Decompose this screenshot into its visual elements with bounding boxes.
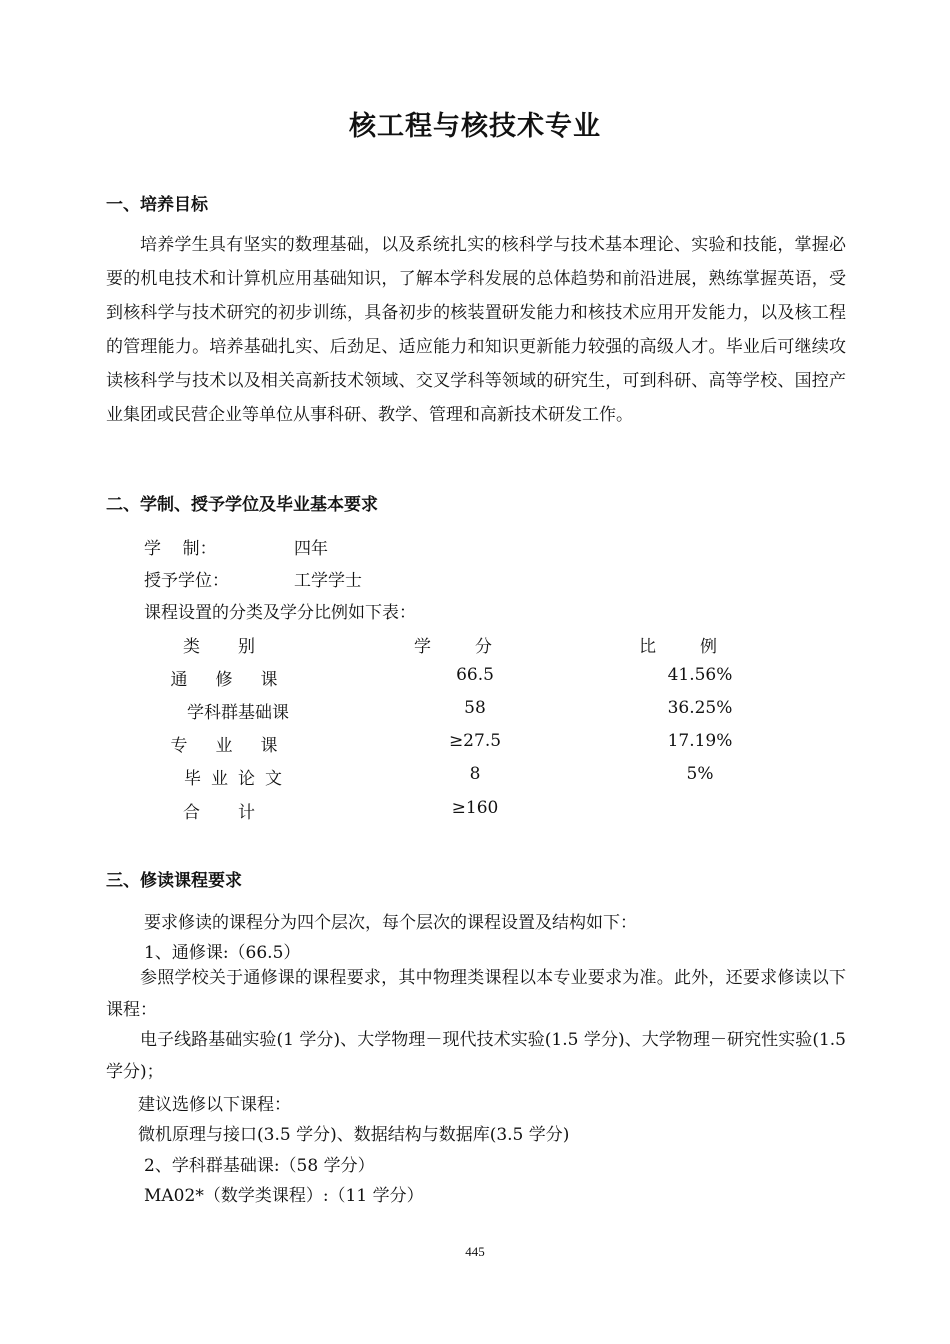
item2-line: MA02*（数学类课程）:（11 学分） xyxy=(144,1186,424,1206)
table-row-category: 毕业论文 xyxy=(184,769,292,789)
section1-heading: 一、培养目标 xyxy=(106,195,208,215)
table-row-category: 专业课 xyxy=(170,736,306,756)
section3-intro: 要求修读的课程分为四个层次，每个层次的课程设置及结构如下： xyxy=(144,913,637,933)
item1-suggest-courses: 微机原理与接口(3.5 学分)、数据结构与数据库(3.5 学分) xyxy=(138,1125,570,1145)
degree-value: 工学学士 xyxy=(294,571,362,591)
table-header-credits: 学分 xyxy=(414,637,536,657)
item1-paragraph: 参照学校关于通修课的课程要求，其中物理类课程以本专业要求为准。此外，还要求修读以下课程： xyxy=(106,968,846,1020)
item1-required-courses: 电子线路基础实验(1 学分)、大学物理－现代技术实验(1.5 学分)、大学物理－研究性实验(1.5 学分)； xyxy=(106,1030,846,1082)
table-row-ratio: 5% xyxy=(686,764,714,784)
section3-heading: 三、修读课程要求 xyxy=(106,871,242,891)
table-row-category: 通修课 xyxy=(170,670,306,690)
table-row-ratio: 17.19% xyxy=(667,731,733,751)
page-title: 核工程与核技术专业 xyxy=(349,111,601,142)
table-row-category: 学科群基础课 xyxy=(187,703,289,723)
table-header-ratio: 比例 xyxy=(639,637,761,657)
table-row-category: 合计 xyxy=(183,803,293,823)
item1-suggest-label: 建议选修以下课程： xyxy=(138,1095,291,1115)
table-row-credits: 66.5 xyxy=(456,665,494,685)
table-row-credits: 8 xyxy=(469,764,481,784)
table-row-credits: 58 xyxy=(464,698,486,718)
table-row-credits: ≥160 xyxy=(451,798,499,818)
section1-paragraph: 培养学生具有坚实的数理基础，以及系统扎实的核科学与技术基本理论、实验和技能，掌握必要的机电技术和计算机应用基础知识，了解本学科发展的总体趋势和前沿进展，熟练掌握英语，受到核科学与技术研究的初步训练，具备初步的核装置研发能力和核技术应用开发能力，以及核工程的管理能力。培养基础扎实、后劲足、适应能力和知识更新能力较强的高级人才。毕业后可继续攻读核科学与技术以及相关高新技术领域、交叉学科等领域的研究生，可到科研、高等学校、国控产业集团或民营企业等单位从事科研、教学、管理和高新技术研发工作。 xyxy=(106,235,846,425)
table-row-credits: ≥27.5 xyxy=(448,731,502,751)
table-row-ratio: 36.25% xyxy=(667,698,733,718)
item2-title: 2、学科群基础课:（58 学分） xyxy=(144,1156,375,1176)
table-row-ratio: 41.56% xyxy=(667,665,733,685)
duration-value: 四年 xyxy=(294,539,328,559)
degree-label: 授予学位： xyxy=(144,571,229,591)
item1-title: 1、通修课:（66.5） xyxy=(144,943,301,963)
table-header-category: 类别 xyxy=(183,637,293,657)
table-intro: 课程设置的分类及学分比例如下表： xyxy=(144,603,416,623)
duration-label: 学 制： xyxy=(144,539,217,559)
section2-heading: 二、学制、授予学位及毕业基本要求 xyxy=(106,495,378,515)
page-number: 445 xyxy=(465,1244,485,1259)
